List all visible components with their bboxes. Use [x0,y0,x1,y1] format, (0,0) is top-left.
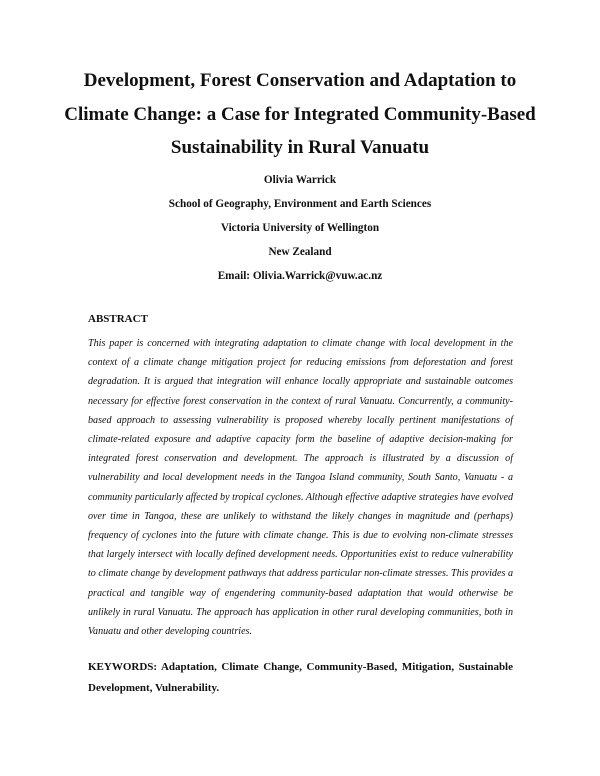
affiliation-university: Victoria University of Wellington [220,222,380,234]
title-line: Sustainability in Rural Vanuatu [170,137,430,158]
title-line: Climate Change: a Case for Integrated Community-Based [64,103,536,125]
author-block [60,168,540,288]
affiliation-school: School of Geography, Environment and Earth Sciences [168,198,432,210]
author-email: Email: Olivia.Warrick@vuw.ac.nz [217,270,383,282]
abstract-heading: ABSTRACT [88,313,148,325]
abstract-text: This paper is concerned with integrating adaptation to climate change with local development in the context of a climate change mitigation project for reducing emissions from deforestation and forest degradation. It is argued that integration will enhance locally appropriate and sustainable outcomes necessary for effective forest conservation in the context of rural Vanuatu. Concurrently, a community-based approach to assessing vulnerability is proposed whereby locally pertinent manifestations of climate-related exposure and adaptive capacity form the baseline of adaptive decision-making for integrated forest conservation and development. The approach is illustrated by a discussion of vulnerability and local development needs in the Tangoa Island community, South Santo, Vanuatu - a community particularly affected by tropical cyclones. Although effective adaptive strategies have evolved over time in Tangoa, these are unlikely to withstand the likely changes in magnitude and (perhaps) frequency of cyclones into the future with climate change. This is due to evolving non-climate stresses that largely intersect with locally defined development needs. Opportunities exist to reduce vulnerability to climate change by development pathways that address particular non-climate stresses. This provides a practical and tangible way of engendering community-based adaptation that would otherwise be unlikely in rural Vanuatu. The approach has application in other rural developing communities, both in Vanuatu and other developing countries. [88,338,513,638]
title-line: Development, Forest Conservation and Adaptation to [83,70,517,91]
paper-title [60,64,540,165]
affiliation-country: New Zealand [268,246,332,258]
keywords: KEYWORDS: Adaptation, Climate Change, Community-Based, Mitigation, Sustainable Development, Vulnerability. [88,661,513,694]
author-name: Olivia Warrick [263,174,337,186]
